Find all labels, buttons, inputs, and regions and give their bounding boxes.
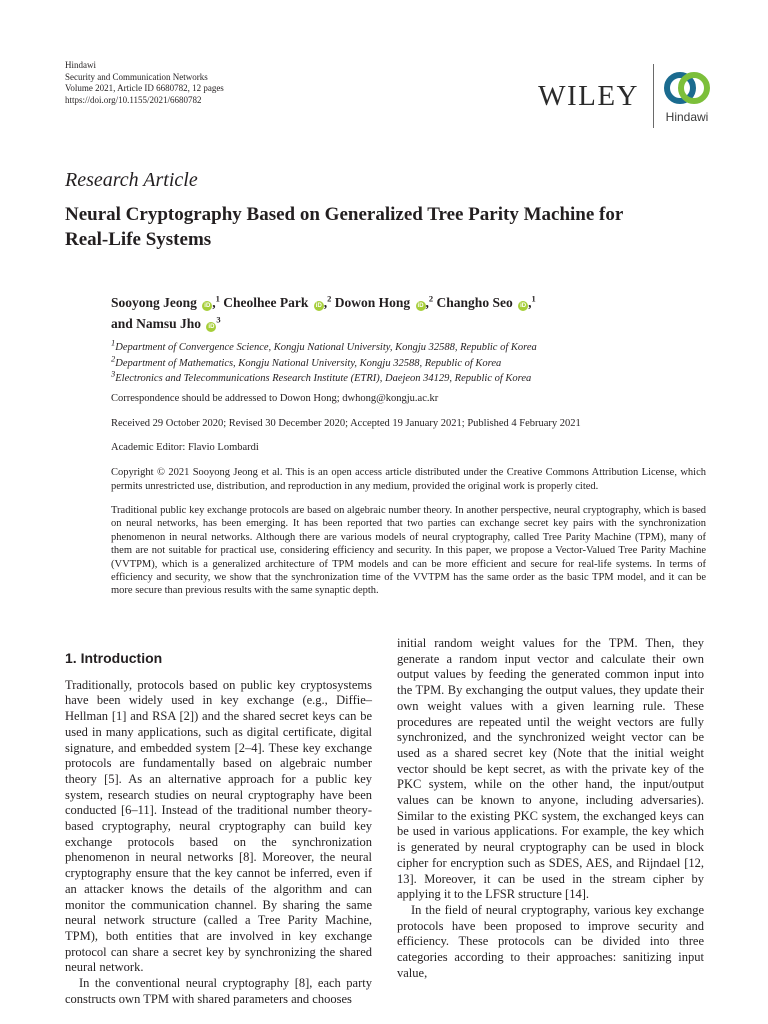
- publication-dates: Received 29 October 2020; Revised 30 December 2020; Accepted 19 January 2021; Published 4 February 2021: [111, 418, 581, 429]
- author-conjunction: and: [111, 316, 133, 331]
- orcid-icon[interactable]: iD: [208, 324, 215, 330]
- body-paragraph: initial random weight values for the TPM. Then, they generate a random input vector and calculate their own output values by feeding the generated common input into the TPM. By exchanging the output values, they update their own weight values with a given learning rule. These procedures are repeated until the weight vectors are fully synchronized, and the synchronized weight vector can be used as a shared secret key (Note that the initial weight vector should be kept secret, as with the private key of the PKC system, while on the other hand, the input/output values can be known to anyone, including adversaries). Similar to the existing PKC system, the exchanged keys can be used in various applications. For example, the key which is generated by neural cryptography can be used in block cipher for encryption such as SDES, AES, and Rijndael [12, 13]. Moreover, it can be used in the stream cipher by applying it to the LFSR structure [14].: [397, 636, 704, 902]
- author-name: Sooyong Jeong: [111, 295, 197, 310]
- orcid-icon[interactable]: iD: [204, 303, 211, 309]
- affiliation-mark: 2: [111, 353, 116, 363]
- author-name: Namsu Jho: [136, 316, 202, 331]
- body-paragraph: In the conventional neural cryptography [8], each party constructs own TPM with shared parameters and chooses: [65, 976, 372, 1006]
- affiliation-mark: 1: [111, 337, 116, 348]
- orcid-icon[interactable]: iD: [315, 303, 322, 309]
- body-column-left: [65, 636, 372, 1007]
- author-affiliation-mark: 1: [215, 293, 220, 304]
- body-column-right: [397, 636, 704, 981]
- author-name: Cheolhee Park: [223, 295, 309, 310]
- academic-editor: Academic Editor: Flavio Lombardi: [111, 442, 259, 453]
- affiliation-text: Department of Mathematics, Kongju National University, Kongju 32588, Republic of Korea: [115, 357, 502, 369]
- publisher-logos: [538, 62, 712, 130]
- author-affiliation-mark: 3: [216, 314, 221, 325]
- affiliation-2: [111, 353, 537, 372]
- article-type: Research Article: [65, 169, 198, 191]
- journal-name: Security and Communication Networks: [65, 71, 208, 82]
- author-name: Dowon Hong: [334, 295, 411, 310]
- author-5: [111, 316, 221, 331]
- orcid-icon[interactable]: iD: [417, 303, 424, 309]
- paper-title: Neural Cryptography Based on Generalized Tree Parity Machine for Real-Life Systems: [65, 204, 623, 250]
- affiliation-text: Department of Convergence Science, Kongju National University, Kongju 32588, Republic of Korea: [115, 342, 537, 353]
- orcid-icon[interactable]: iD: [520, 303, 527, 309]
- author-3: Dowon Hong iD ,$^2$: [334, 293, 434, 310]
- wiley-logo: WILEY: [538, 79, 639, 112]
- journal-meta: [65, 60, 224, 106]
- author-affiliation-mark: 2: [428, 293, 434, 304]
- author-affiliation-mark: 2: [327, 293, 332, 304]
- hindawi-rings-icon: [662, 68, 712, 108]
- hindawi-wordmark: Hindawi: [665, 110, 709, 124]
- hindawi-logo: [662, 68, 712, 124]
- affiliation-1: [111, 337, 537, 356]
- author-1: Sooyong Jeong iD ,$^1$: [111, 293, 220, 310]
- volume-line: Volume 2021, Article ID 6680782, 12 pages: [65, 83, 224, 93]
- correspondence: Correspondence should be addressed to Dowon Hong; dwhong@kongju.ac.kr: [111, 393, 439, 404]
- body-paragraph: Traditionally, protocols based on public key cryptosystems have been widely used in key exchange (e.g., Diffie–Hellman [1] and RSA [2]) and the shared secret keys can be used in many applications, such as digital certificate, digital signature, and embedded system [2–4]. These key exchange protocols are fundamentally based on algebraic number theory [5]. As an alternative approach for a public key system, research studies on neural cryptography have been conducted [6–11]. Instead of the traditional number theory-based cryptography, neural cryptography can build key exchange protocols based on the synchronization phenomenon in neural networks [8]. Moreover, the neural cryptography ensure that the key cannot be inferred, even if an attacker knows the details of the algorithm and can monitor the communication channel. By sharing the same neural network structure (called a Tree Parity Machine, TPM), both entities that are involved in key exchange protocol can share a secret key by synchronizing the shared neural network.: [65, 677, 372, 975]
- affiliation-3: [111, 368, 537, 387]
- abstract: Traditional public key exchange protocols are based on algebraic number theory. In another perspective, neural cryptography, which is based on neural networks, has been emerging. It has been reported that two parties can exchange secret key pairs with the synchronization phenomenon in neural networks. Although there are various models of neural cryptography, called Tree Parity Machine (TPM), many of them are not suitable for practical use, considering efficiency and security. In this paper, we propose a Vector-Valued Tree Parity Machine (VVTPM), which is a generalized architecture of TPM models and can be more efficient and secure for real-life systems. In terms of efficiency and security, we show that the synchronization time of the VVTPM has the same order as the basic TPM model, and it can be more secure than previous results with the same synaptic depth.: [111, 505, 706, 597]
- publisher-line: Hindawi: [65, 60, 96, 70]
- logo-divider: [653, 64, 654, 128]
- affiliation-mark: 3: [111, 368, 116, 379]
- section-heading: 1. Introduction: [65, 650, 163, 666]
- author-affiliation-mark: 1: [531, 293, 536, 304]
- author-2: Cheolhee Park iD ,$^2$: [223, 293, 332, 310]
- author-name: Changho Seo: [436, 295, 513, 310]
- author-list: [111, 292, 671, 334]
- author-4: Changho Seo iD ,$^1$: [436, 293, 536, 310]
- affiliation-text: Electronics and Telecommunications Research Institute (ETRI), Daejeon 34129, Republic of Korea: [115, 373, 532, 384]
- copyright-notice: Copyright © 2021 Sooyong Jeong et al. This is an open access article distributed under the Creative Commons Attribution License, which permits unrestricted use, distribution, and reproduction in any medium, provided the original work is properly cited.: [111, 467, 706, 492]
- affiliation-list: [111, 337, 537, 387]
- body-paragraph: In the field of neural cryptography, various key exchange protocols have been proposed to improve security and efficiency. These protocols can be divided into three categories according to their approaches: sanitizing input value,: [397, 902, 704, 980]
- doi-link[interactable]: https://doi.org/10.1155/2021/6680782: [65, 94, 202, 105]
